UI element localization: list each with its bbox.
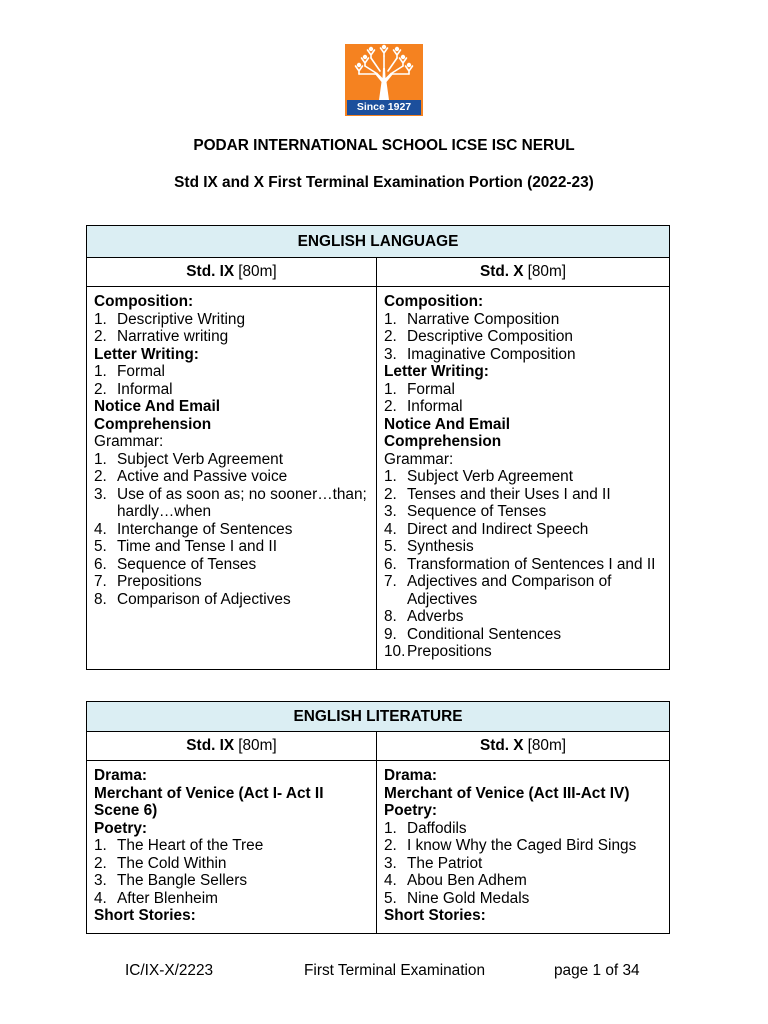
topic-item xyxy=(384,381,665,399)
school-name: PODAR INTERNATIONAL SCHOOL ICSE ISC NERUL xyxy=(193,137,575,154)
topic-item xyxy=(94,837,372,855)
std-header-cell xyxy=(87,732,377,761)
topic-heading: Drama: xyxy=(94,767,148,784)
item-number: 1. xyxy=(94,363,107,380)
item-text: Comparison of Adjectives xyxy=(117,590,291,608)
item-number: 3. xyxy=(94,872,107,889)
item-number: 2. xyxy=(384,485,397,503)
topic-item xyxy=(384,311,665,329)
exam-portion-title: Std IX and X First Terminal Examination Portion (2022-23) xyxy=(174,174,594,191)
item-text: The Bangle Sellers xyxy=(117,872,248,889)
item-text: Adverbs xyxy=(407,608,464,625)
topic-item xyxy=(94,872,372,890)
portion-cell xyxy=(377,761,670,934)
std-label: Std. IX xyxy=(186,263,235,280)
item-number: 6. xyxy=(384,555,397,573)
item-text: Prepositions xyxy=(407,643,492,660)
topic-item xyxy=(384,820,665,838)
topic-heading: Poetry: xyxy=(94,819,148,837)
std-header-row xyxy=(87,258,670,287)
std-label: Std. X xyxy=(479,263,524,280)
item-number: 2. xyxy=(384,837,397,854)
topic-item xyxy=(384,837,665,855)
item-text: Sequence of Tenses xyxy=(117,555,257,573)
item-text: Use of as soon as; no sooner…than; hardly…when xyxy=(117,485,367,520)
item-number: 8. xyxy=(94,590,107,608)
item-text: Active and Passive voice xyxy=(117,468,288,485)
item-number: 7. xyxy=(94,573,107,590)
topic-item xyxy=(94,890,372,908)
topic-item xyxy=(384,398,665,416)
item-text: The Patriot xyxy=(407,854,483,872)
item-text: Abou Ben Adhem xyxy=(407,872,527,889)
item-number: 2. xyxy=(94,468,107,485)
item-number: 3. xyxy=(384,345,397,363)
item-number: 5. xyxy=(94,538,107,555)
topic-item xyxy=(384,346,665,364)
topic-heading: Composition: xyxy=(94,293,194,310)
subject-header: ENGLISH LANGUAGE xyxy=(87,226,670,258)
topic-item xyxy=(94,591,372,609)
item-number: 9. xyxy=(384,625,397,643)
item-text: Formal xyxy=(407,380,455,398)
item-text: Prepositions xyxy=(117,573,202,590)
topic-list xyxy=(384,820,665,908)
topic-heading: Drama: xyxy=(384,767,438,784)
topic-item xyxy=(94,328,372,346)
topic-item xyxy=(384,521,665,539)
portion-table xyxy=(86,701,670,934)
topic-item xyxy=(384,643,665,661)
item-number: 10. xyxy=(384,643,406,660)
portion-table xyxy=(86,225,670,670)
topic-list xyxy=(384,468,665,661)
item-number: 4. xyxy=(384,520,397,538)
item-number: 1. xyxy=(384,819,397,837)
item-text: Tenses and their Uses I and II xyxy=(407,485,611,503)
topic-heading: Short Stories: xyxy=(94,907,196,924)
item-text: Nine Gold Medals xyxy=(407,889,530,907)
item-text: Transformation of Sentences I and II xyxy=(407,555,656,573)
item-text: Imaginative Composition xyxy=(407,345,576,363)
item-number: 6. xyxy=(94,555,107,573)
english-language-section xyxy=(86,225,669,670)
item-number: 4. xyxy=(94,889,107,907)
topic-item xyxy=(94,486,372,521)
item-number: 4. xyxy=(94,520,107,538)
english-literature-section xyxy=(86,701,669,934)
marks-label: [80m] xyxy=(238,737,277,754)
portion-cell xyxy=(377,287,670,670)
topic-item xyxy=(384,872,665,890)
item-text: Conditional Sentences xyxy=(407,625,562,643)
topic-item xyxy=(94,573,372,591)
school-logo xyxy=(345,44,423,116)
portion-content-row xyxy=(87,287,670,670)
topic-list xyxy=(94,837,372,907)
topic-item xyxy=(94,521,372,539)
topic-item xyxy=(94,556,372,574)
topic-label: Grammar: xyxy=(384,450,454,468)
marks-label: [80m] xyxy=(527,737,567,754)
topic-item xyxy=(94,538,372,556)
item-text: Subject Verb Agreement xyxy=(117,450,283,468)
item-number: 2. xyxy=(384,398,397,415)
topic-item xyxy=(384,486,665,504)
item-text: Direct and Indirect Speech xyxy=(407,520,589,538)
topic-item xyxy=(94,855,372,873)
footer-document-code: IC/IX-X/2223 xyxy=(125,962,214,979)
topic-label: Grammar: xyxy=(94,433,164,450)
topic-heading: Notice And Email xyxy=(384,415,510,433)
item-text: Subject Verb Agreement xyxy=(407,468,573,485)
item-number: 2. xyxy=(94,380,107,398)
item-number: 2. xyxy=(384,328,397,345)
topic-heading: Comprehension xyxy=(384,433,502,450)
subject-header-row xyxy=(87,702,670,732)
topic-heading: Comprehension xyxy=(94,415,212,433)
std-header-cell xyxy=(377,732,670,761)
portion-cell xyxy=(87,287,377,670)
topic-heading: Short Stories: xyxy=(384,907,486,924)
portion-cell xyxy=(87,761,377,934)
item-number: 1. xyxy=(94,837,107,854)
item-text: The Heart of the Tree xyxy=(117,837,264,854)
topic-heading: Merchant of Venice (Act I- Act II Scene 6) xyxy=(94,784,324,819)
item-number: 7. xyxy=(384,573,397,590)
logo-tagline: Since 1927 xyxy=(356,101,412,113)
item-number: 3. xyxy=(384,503,397,520)
item-number: 1. xyxy=(94,450,107,468)
item-number: 5. xyxy=(384,889,397,907)
portion-content-row xyxy=(87,761,670,934)
topic-item xyxy=(94,381,372,399)
tree-emblem-icon xyxy=(345,44,423,100)
std-header-cell xyxy=(377,258,670,287)
topic-list xyxy=(94,451,372,609)
item-text: Time and Tense I and II xyxy=(117,538,277,555)
std-header-cell xyxy=(87,258,377,287)
item-number: 3. xyxy=(384,854,397,872)
topic-item xyxy=(384,328,665,346)
item-text: Narrative writing xyxy=(117,328,229,345)
item-text: Narrative Composition xyxy=(407,310,560,328)
topic-heading: Poetry: xyxy=(384,802,438,819)
table-body xyxy=(87,702,670,934)
topic-item xyxy=(384,538,665,556)
topic-heading: Merchant of Venice (Act III-Act IV) xyxy=(384,784,630,802)
topic-item xyxy=(94,468,372,486)
topic-item xyxy=(94,451,372,469)
subject-header: ENGLISH LITERATURE xyxy=(87,702,670,732)
logo-banner xyxy=(347,100,421,115)
topic-list xyxy=(94,363,372,398)
topic-list xyxy=(384,311,665,364)
item-text: Descriptive Composition xyxy=(407,328,573,345)
topic-heading: Letter Writing: xyxy=(94,345,199,363)
item-number: 1. xyxy=(384,468,397,485)
topic-list xyxy=(384,381,665,416)
topic-item xyxy=(384,503,665,521)
marks-label: [80m] xyxy=(527,263,567,280)
std-header-row xyxy=(87,732,670,761)
topic-item xyxy=(94,311,372,329)
item-text: The Cold Within xyxy=(117,854,227,872)
topic-item xyxy=(94,363,372,381)
item-text: Descriptive Writing xyxy=(117,310,246,328)
topic-item xyxy=(384,608,665,626)
topic-item xyxy=(384,468,665,486)
std-label: Std. IX xyxy=(186,737,235,754)
item-number: 2. xyxy=(94,854,107,872)
item-number: 2. xyxy=(94,328,107,345)
topic-item xyxy=(384,626,665,644)
topic-heading: Letter Writing: xyxy=(384,363,489,380)
item-text: After Blenheim xyxy=(117,889,218,907)
item-text: Synthesis xyxy=(407,538,474,555)
item-text: Sequence of Tenses xyxy=(407,503,547,520)
item-text: Informal xyxy=(117,380,173,398)
item-number: 4. xyxy=(384,872,397,889)
item-number: 1. xyxy=(384,310,397,328)
topic-item xyxy=(384,890,665,908)
table-body xyxy=(87,226,670,670)
item-number: 1. xyxy=(384,380,397,398)
item-number: 3. xyxy=(94,485,107,503)
topic-heading: Composition: xyxy=(384,293,484,310)
footer-page-number: page 1 of 34 xyxy=(554,962,640,979)
std-label: Std. X xyxy=(479,737,524,754)
item-text: Daffodils xyxy=(407,819,467,837)
item-text: Formal xyxy=(117,363,165,380)
footer-exam-title: First Terminal Examination xyxy=(304,962,486,979)
item-text: Interchange of Sentences xyxy=(117,520,293,538)
topic-item xyxy=(384,573,665,608)
item-text: Adjectives and Comparison of Adjectives xyxy=(407,573,612,608)
topic-item xyxy=(384,855,665,873)
marks-label: [80m] xyxy=(238,263,277,280)
topic-heading: Notice And Email xyxy=(94,398,220,415)
topic-item xyxy=(384,556,665,574)
item-text: Informal xyxy=(407,398,463,415)
item-number: 1. xyxy=(94,310,107,328)
subject-header-row xyxy=(87,226,670,258)
item-text: I know Why the Caged Bird Sings xyxy=(407,837,637,854)
item-number: 8. xyxy=(384,608,397,625)
item-number: 5. xyxy=(384,538,397,555)
topic-list xyxy=(94,311,372,346)
